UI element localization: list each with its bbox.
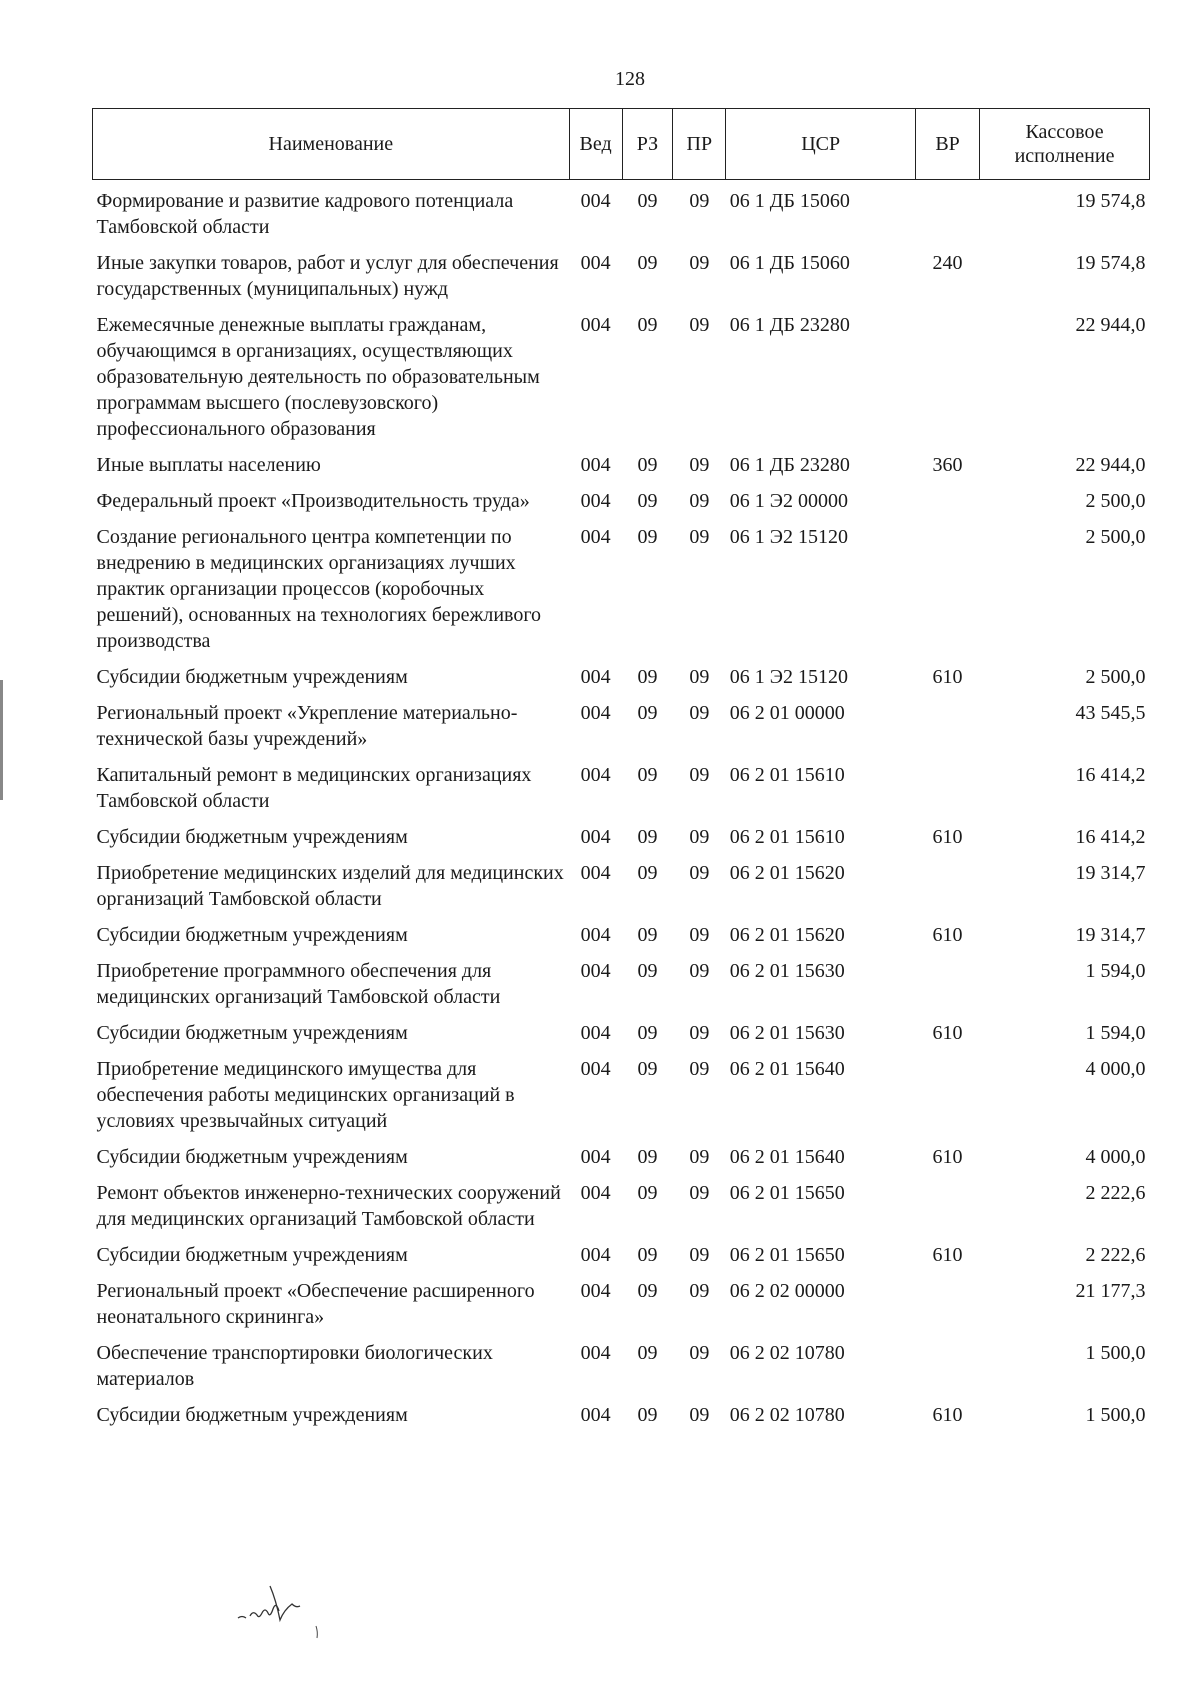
table-row bbox=[93, 180, 1150, 243]
cell-csr: 06 2 01 15640 bbox=[729, 1058, 845, 1080]
cell-name: Субсидии бюджетным учреждениям bbox=[96, 666, 408, 688]
cell-ved: 004 bbox=[580, 1342, 611, 1364]
table-row bbox=[93, 852, 1150, 914]
header-csr: ЦСР bbox=[726, 109, 916, 180]
cell-name: Субсидии бюджетным учреждениям bbox=[96, 1404, 408, 1426]
cell-name: Приобретение программного обеспечения для медицинских организаций Тамбовской области bbox=[96, 960, 501, 1008]
cell-ved: 004 bbox=[580, 1404, 611, 1426]
cell-amount: 22 944,0 bbox=[1075, 454, 1146, 476]
cell-name: Приобретение медицинских изделий для медицинских организаций Тамбовской области bbox=[96, 862, 564, 910]
cell-vr bbox=[916, 754, 980, 816]
cell-amount: 21 177,3 bbox=[1075, 1280, 1146, 1302]
cell-amount: 4 000,0 bbox=[1085, 1058, 1146, 1080]
table-row bbox=[93, 1270, 1150, 1332]
table-row bbox=[93, 1172, 1150, 1234]
cell-vr: 240 bbox=[932, 252, 963, 274]
cell-ved: 004 bbox=[580, 702, 611, 724]
cell-name: Субсидии бюджетным учреждениям bbox=[96, 924, 408, 946]
cell-pr: 09 bbox=[689, 826, 710, 848]
page-number: 128 bbox=[615, 68, 645, 90]
cell-rz: 09 bbox=[637, 1022, 658, 1044]
cell-csr: 06 2 01 15620 bbox=[729, 924, 845, 946]
cell-csr: 06 2 01 15640 bbox=[729, 1146, 845, 1168]
cell-rz: 09 bbox=[637, 924, 658, 946]
cell-pr: 09 bbox=[689, 490, 710, 512]
cell-ved: 004 bbox=[580, 1058, 611, 1080]
cell-name: Обеспечение транспортировки биологических материалов bbox=[96, 1342, 493, 1390]
cell-csr: 06 2 02 00000 bbox=[729, 1280, 845, 1302]
cell-pr: 09 bbox=[689, 862, 710, 884]
cell-name: Ремонт объектов инженерно-технических сооружений для медицинских организаций Тамбовской области bbox=[96, 1182, 561, 1230]
cell-pr: 09 bbox=[689, 666, 710, 688]
table-row bbox=[93, 754, 1150, 816]
cell-amount: 1 500,0 bbox=[1085, 1404, 1146, 1426]
cell-pr: 09 bbox=[689, 252, 710, 274]
cell-pr: 09 bbox=[689, 526, 710, 548]
table-row bbox=[93, 950, 1150, 1012]
cell-rz: 09 bbox=[637, 960, 658, 982]
table-row bbox=[93, 1332, 1150, 1394]
table-row bbox=[93, 444, 1150, 480]
table-row bbox=[93, 1234, 1150, 1270]
cell-amount: 2 500,0 bbox=[1085, 666, 1146, 688]
cell-rz: 09 bbox=[637, 862, 658, 884]
table-row bbox=[93, 242, 1150, 304]
cell-pr: 09 bbox=[689, 960, 710, 982]
table-row bbox=[93, 914, 1150, 950]
header-vr: ВР bbox=[916, 109, 980, 180]
cell-vr bbox=[916, 950, 980, 1012]
cell-csr: 06 2 01 15630 bbox=[729, 1022, 845, 1044]
cell-vr: 610 bbox=[932, 1146, 963, 1168]
cell-vr: 610 bbox=[932, 1022, 963, 1044]
cell-vr bbox=[916, 304, 980, 444]
cell-amount: 19 314,7 bbox=[1075, 862, 1146, 884]
cell-ved: 004 bbox=[580, 826, 611, 848]
cell-rz: 09 bbox=[637, 764, 658, 786]
cell-amount: 2 222,6 bbox=[1085, 1244, 1146, 1266]
table-row bbox=[93, 1012, 1150, 1048]
cell-csr: 06 1 Э2 00000 bbox=[729, 490, 848, 512]
cell-rz: 09 bbox=[637, 190, 658, 212]
cell-csr: 06 2 01 15650 bbox=[729, 1244, 845, 1266]
cell-csr: 06 1 Э2 15120 bbox=[729, 526, 848, 548]
cell-vr bbox=[916, 692, 980, 754]
cell-rz: 09 bbox=[637, 1146, 658, 1168]
cell-pr: 09 bbox=[689, 314, 710, 336]
cell-amount: 19 574,8 bbox=[1075, 190, 1146, 212]
cell-pr: 09 bbox=[689, 1182, 710, 1204]
cell-pr: 09 bbox=[689, 702, 710, 724]
cell-rz: 09 bbox=[637, 1182, 658, 1204]
table-row bbox=[93, 1394, 1150, 1430]
cell-vr: 610 bbox=[932, 826, 963, 848]
cell-vr bbox=[916, 1172, 980, 1234]
cell-pr: 09 bbox=[689, 1342, 710, 1364]
cell-rz: 09 bbox=[637, 1342, 658, 1364]
table-row bbox=[93, 304, 1150, 444]
cell-rz: 09 bbox=[637, 490, 658, 512]
cell-csr: 06 2 01 15610 bbox=[729, 764, 845, 786]
table-header bbox=[93, 109, 1150, 180]
cell-name: Формирование и развитие кадрового потенциала Тамбовской области bbox=[96, 190, 514, 238]
cell-amount: 19 574,8 bbox=[1075, 252, 1146, 274]
cell-ved: 004 bbox=[580, 526, 611, 548]
cell-ved: 004 bbox=[580, 454, 611, 476]
cell-rz: 09 bbox=[637, 526, 658, 548]
cell-name: Региональный проект «Обеспечение расширенного неонатального скрининга» bbox=[96, 1280, 535, 1328]
cell-ved: 004 bbox=[580, 314, 611, 336]
cell-name: Приобретение медицинского имущества для обеспечения работы медицинских организаций в условиях чрезвычайных ситуаций bbox=[96, 1058, 515, 1132]
cell-csr: 06 1 Э2 15120 bbox=[729, 666, 848, 688]
cell-name: Субсидии бюджетным учреждениям bbox=[96, 1022, 408, 1044]
cell-name: Региональный проект «Укрепление материально-технической базы учреждений» bbox=[96, 702, 518, 750]
cell-rz: 09 bbox=[637, 702, 658, 724]
header-pr: ПР bbox=[673, 109, 726, 180]
scan-edge-mark bbox=[0, 680, 3, 800]
cell-pr: 09 bbox=[689, 1280, 710, 1302]
cell-ved: 004 bbox=[580, 1022, 611, 1044]
cell-csr: 06 2 02 10780 bbox=[729, 1404, 845, 1426]
table-row bbox=[93, 1136, 1150, 1172]
cell-name: Субсидии бюджетным учреждениям bbox=[96, 1146, 408, 1168]
cell-pr: 09 bbox=[689, 1244, 710, 1266]
cell-csr: 06 2 02 10780 bbox=[729, 1342, 845, 1364]
cell-pr: 09 bbox=[689, 924, 710, 946]
cell-name: Федеральный проект «Производительность труда» bbox=[96, 490, 530, 512]
cell-rz: 09 bbox=[637, 826, 658, 848]
table-row bbox=[93, 1048, 1150, 1136]
cell-vr bbox=[916, 1332, 980, 1394]
header-name: Наименование bbox=[93, 109, 570, 180]
cell-ved: 004 bbox=[580, 764, 611, 786]
header-amount bbox=[980, 109, 1150, 180]
cell-amount: 16 414,2 bbox=[1075, 764, 1146, 786]
cell-csr: 06 1 ДБ 15060 bbox=[729, 190, 850, 212]
cell-rz: 09 bbox=[637, 252, 658, 274]
cell-name: Иные выплаты населению bbox=[96, 454, 321, 476]
cell-vr: 610 bbox=[932, 924, 963, 946]
cell-ved: 004 bbox=[580, 1146, 611, 1168]
budget-execution-table bbox=[92, 108, 1150, 1430]
cell-ved: 004 bbox=[580, 1280, 611, 1302]
cell-amount: 1 500,0 bbox=[1085, 1342, 1146, 1364]
cell-vr: 610 bbox=[932, 666, 963, 688]
cell-amount: 2 500,0 bbox=[1085, 526, 1146, 548]
cell-amount: 4 000,0 bbox=[1085, 1146, 1146, 1168]
cell-amount: 1 594,0 bbox=[1085, 960, 1146, 982]
table-row bbox=[93, 516, 1150, 656]
cell-pr: 09 bbox=[689, 1404, 710, 1426]
cell-name: Субсидии бюджетным учреждениям bbox=[96, 826, 408, 848]
cell-vr: 360 bbox=[932, 454, 963, 476]
cell-name: Субсидии бюджетным учреждениям bbox=[96, 1244, 408, 1266]
cell-vr: 610 bbox=[932, 1404, 963, 1426]
cell-amount: 1 594,0 bbox=[1085, 1022, 1146, 1044]
cell-csr: 06 2 01 15620 bbox=[729, 862, 845, 884]
cell-csr: 06 1 ДБ 15060 bbox=[729, 252, 850, 274]
cell-rz: 09 bbox=[637, 454, 658, 476]
cell-csr: 06 1 ДБ 23280 bbox=[729, 454, 850, 476]
cell-rz: 09 bbox=[637, 1280, 658, 1302]
cell-amount: 16 414,2 bbox=[1075, 826, 1146, 848]
cell-rz: 09 bbox=[637, 1244, 658, 1266]
cell-ved: 004 bbox=[580, 490, 611, 512]
header-amount-line2: исполнение bbox=[1014, 145, 1115, 167]
cell-vr: 610 bbox=[932, 1244, 963, 1266]
handwritten-signature bbox=[232, 1566, 342, 1646]
cell-ved: 004 bbox=[580, 960, 611, 982]
cell-csr: 06 1 ДБ 23280 bbox=[729, 314, 850, 336]
table-row bbox=[93, 480, 1150, 516]
header-ved: Вед bbox=[569, 109, 622, 180]
table-row bbox=[93, 692, 1150, 754]
cell-pr: 09 bbox=[689, 190, 710, 212]
cell-ved: 004 bbox=[580, 862, 611, 884]
table-body bbox=[93, 180, 1150, 1431]
cell-csr: 06 2 01 15630 bbox=[729, 960, 845, 982]
table-row bbox=[93, 656, 1150, 692]
header-rz: РЗ bbox=[622, 109, 673, 180]
cell-ved: 004 bbox=[580, 1244, 611, 1266]
cell-vr bbox=[916, 1270, 980, 1332]
cell-pr: 09 bbox=[689, 1058, 710, 1080]
cell-csr: 06 2 01 15610 bbox=[729, 826, 845, 848]
cell-amount: 22 944,0 bbox=[1075, 314, 1146, 336]
cell-name: Создание регионального центра компетенции по внедрению в медицинских организациях лучших практик организации процессов (коробочных решений), основанных на технологиях бережливого производства bbox=[96, 526, 542, 652]
cell-vr bbox=[916, 1048, 980, 1136]
cell-amount: 2 500,0 bbox=[1085, 490, 1146, 512]
cell-amount: 19 314,7 bbox=[1075, 924, 1146, 946]
cell-name: Иные закупки товаров, работ и услуг для обеспечения государственных (муниципальных) нужд bbox=[96, 252, 559, 300]
cell-ved: 004 bbox=[580, 190, 611, 212]
cell-rz: 09 bbox=[637, 666, 658, 688]
cell-vr bbox=[916, 852, 980, 914]
cell-pr: 09 bbox=[689, 1146, 710, 1168]
cell-pr: 09 bbox=[689, 764, 710, 786]
table-row bbox=[93, 816, 1150, 852]
cell-ved: 004 bbox=[580, 1182, 611, 1204]
cell-rz: 09 bbox=[637, 1404, 658, 1426]
cell-ved: 004 bbox=[580, 666, 611, 688]
cell-amount: 2 222,6 bbox=[1085, 1182, 1146, 1204]
cell-name: Ежемесячные денежные выплаты гражданам, обучающимся в организациях, осуществляющих образовательную деятельность по образовательным программам высшего (послевузовского) профессионального образования bbox=[96, 314, 540, 440]
cell-csr: 06 2 01 00000 bbox=[729, 702, 845, 724]
cell-ved: 004 bbox=[580, 252, 611, 274]
cell-csr: 06 2 01 15650 bbox=[729, 1182, 845, 1204]
cell-rz: 09 bbox=[637, 314, 658, 336]
cell-vr bbox=[916, 516, 980, 656]
cell-vr bbox=[916, 180, 980, 243]
cell-rz: 09 bbox=[637, 1058, 658, 1080]
cell-vr bbox=[916, 480, 980, 516]
cell-amount: 43 545,5 bbox=[1075, 702, 1146, 724]
cell-pr: 09 bbox=[689, 454, 710, 476]
cell-name: Капитальный ремонт в медицинских организациях Тамбовской области bbox=[96, 764, 532, 812]
cell-pr: 09 bbox=[689, 1022, 710, 1044]
header-amount-line1: Кассовое bbox=[1025, 121, 1104, 143]
cell-ved: 004 bbox=[580, 924, 611, 946]
